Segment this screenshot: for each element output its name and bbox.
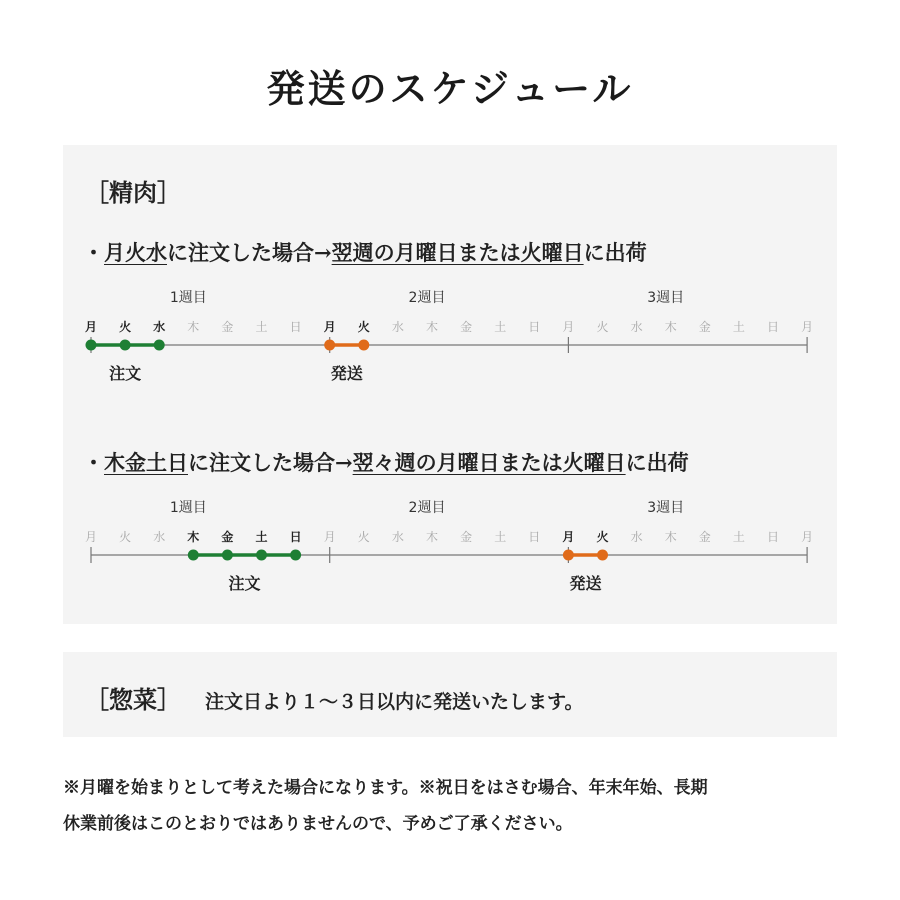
timeline-mon-wed — [63, 285, 837, 415]
day-label: 日 — [766, 530, 780, 544]
day-label: 金 — [698, 320, 711, 334]
day-label: 火 — [357, 530, 370, 544]
day-label: 水 — [630, 530, 643, 544]
page-title: 発送のスケジュール — [266, 67, 634, 111]
timeline-thu-sun — [63, 495, 837, 625]
deli-line — [85, 680, 583, 715]
week-label: 1週目 — [169, 290, 207, 306]
deli-heading: ［惣菜］ — [85, 685, 181, 714]
meat-heading: ［精肉］ — [85, 178, 181, 207]
day-label: 木 — [425, 530, 439, 544]
day-label: 木 — [187, 320, 200, 334]
day-label: 水 — [391, 320, 404, 334]
rule-order-days: 木金土日 — [104, 450, 188, 475]
day-label: 水 — [153, 320, 166, 334]
day-label: 金 — [460, 320, 473, 334]
day-label: 土 — [255, 320, 268, 334]
day-label: 土 — [494, 530, 507, 544]
day-label: 金 — [460, 530, 473, 544]
order-day-dot — [256, 550, 267, 561]
rule-end-text: に出荷 — [625, 450, 689, 475]
day-label: 月 — [562, 320, 575, 334]
order-day-dot — [188, 550, 199, 561]
ship-label: 発送 — [569, 574, 602, 593]
day-label: 月 — [562, 530, 575, 544]
day-label: 水 — [153, 530, 166, 544]
day-label: 土 — [732, 530, 745, 544]
day-label: 月 — [323, 530, 336, 544]
day-label: 月 — [84, 320, 98, 334]
day-label: 金 — [221, 530, 234, 544]
order-label: 注文 — [109, 364, 142, 383]
day-label: 月 — [323, 320, 336, 334]
rule-mid-text: に注文した場合→ — [188, 450, 353, 475]
rule-bullet: ・ — [83, 240, 104, 265]
day-label: 土 — [494, 320, 507, 334]
day-label: 火 — [119, 320, 132, 334]
rule-bullet: ・ — [83, 450, 104, 475]
order-day-dot — [86, 340, 97, 351]
week-label: 3週目 — [647, 500, 685, 516]
week-label: 2週目 — [408, 500, 446, 516]
order-label: 注文 — [228, 574, 261, 593]
week-label: 3週目 — [647, 290, 685, 306]
day-label: 日 — [289, 530, 302, 544]
day-label: 火 — [119, 530, 132, 544]
rule-ship-when: 翌々週の月曜日または火曜日 — [352, 450, 626, 475]
day-label: 木 — [664, 320, 677, 334]
day-label: 月 — [84, 530, 98, 544]
day-label: 火 — [357, 320, 370, 334]
day-label: 木 — [187, 530, 200, 544]
day-label: 水 — [391, 530, 404, 544]
rule-ship-when: 翌週の月曜日または火曜日 — [331, 240, 584, 265]
day-label: 金 — [698, 530, 711, 544]
meat-schedule-panel — [63, 145, 837, 624]
ship-day-dot — [563, 550, 574, 561]
day-label: 月 — [801, 530, 814, 544]
day-label: 土 — [732, 320, 745, 334]
week-label: 1週目 — [169, 500, 207, 516]
order-day-dot — [154, 340, 165, 351]
footnote — [63, 770, 843, 842]
day-label: 木 — [425, 320, 439, 334]
meat-rule-1 — [83, 237, 647, 267]
week-label: 2週目 — [408, 290, 446, 306]
rule-end-text: に出荷 — [583, 240, 647, 265]
deli-text: 注文日より１～３日以内に発送いたします。 — [205, 691, 584, 713]
ship-day-dot — [324, 340, 335, 351]
day-label: 月 — [801, 320, 814, 334]
deli-schedule-panel — [63, 652, 837, 737]
order-day-dot — [290, 550, 301, 561]
day-label: 日 — [528, 320, 541, 334]
order-day-dot — [120, 340, 131, 351]
rule-mid-text: に注文した場合→ — [167, 240, 332, 265]
rule-order-days: 月火水 — [104, 240, 167, 265]
day-label: 火 — [596, 530, 609, 544]
ship-day-dot — [597, 550, 608, 561]
day-label: 日 — [528, 530, 541, 544]
ship-day-dot — [358, 340, 369, 351]
footnote-line-1: ※月曜を始まりとして考えた場合になります。※祝日をはさむ場合、年末年始、長期 — [63, 778, 708, 798]
day-label: 木 — [664, 530, 677, 544]
meat-rule-2 — [83, 447, 689, 477]
order-day-dot — [222, 550, 233, 561]
day-label: 土 — [255, 530, 268, 544]
day-label: 水 — [630, 320, 643, 334]
day-label: 金 — [221, 320, 234, 334]
day-label: 火 — [596, 320, 609, 334]
ship-label: 発送 — [330, 364, 363, 383]
footnote-line-2: 休業前後はこのとおりではありませんので、予めご了承ください。 — [63, 814, 573, 834]
day-label: 日 — [766, 320, 780, 334]
day-label: 日 — [289, 320, 302, 334]
